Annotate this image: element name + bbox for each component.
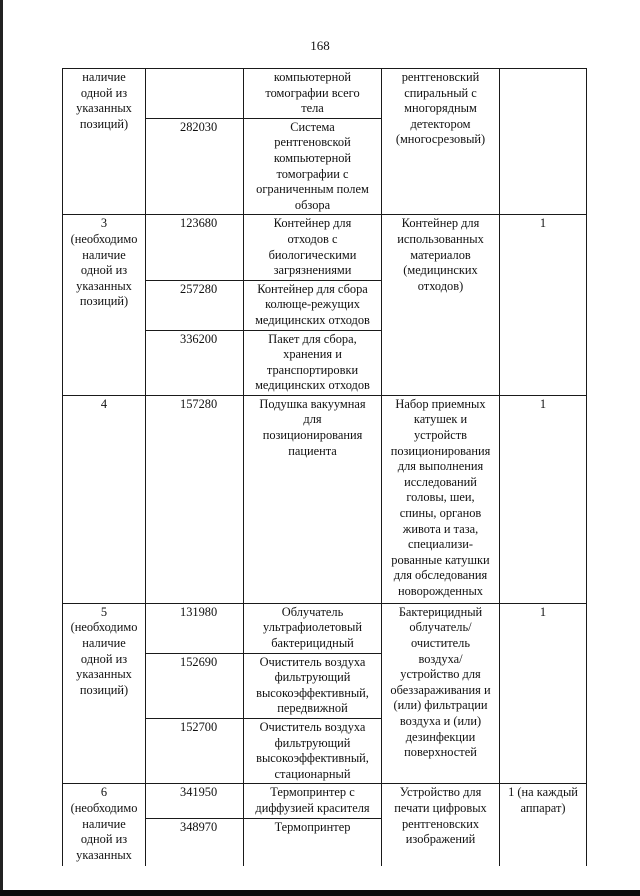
table-row xyxy=(63,215,587,280)
quantity-cell: 1 xyxy=(500,215,587,396)
code-cell: 336200 xyxy=(146,330,244,395)
quantity-cell: 1 xyxy=(500,395,587,603)
position-number-cell: наличие одной из указанных позиций) xyxy=(63,69,146,215)
position-number-cell: 5 (необходимо наличие одной из указанных позиций) xyxy=(63,603,146,784)
item-name-cell: Очиститель воздуха фильтрующий высокоэффективный, передвижной xyxy=(244,653,382,718)
quantity-cell xyxy=(500,69,587,215)
item-name-cell: Облучатель ультрафиолетовый бактерицидный xyxy=(244,603,382,653)
item-name-cell: Подушка вакуумная для позиционирования пациента xyxy=(244,395,382,603)
scan-bottom-edge xyxy=(0,890,640,896)
code-cell: 341950 xyxy=(146,784,244,818)
scan-edge xyxy=(0,0,3,896)
table-row xyxy=(63,603,587,653)
code-cell xyxy=(146,69,244,119)
equipment-description-cell: Устройство для печати цифровых рентгеновских изображений xyxy=(382,784,500,866)
equipment-table xyxy=(62,68,587,866)
position-number-cell: 4 xyxy=(63,395,146,603)
item-name-cell: Термопринтер с диффузией красителя xyxy=(244,784,382,818)
item-name-cell: компьютерной томографии всего тела xyxy=(244,69,382,119)
code-cell: 152690 xyxy=(146,653,244,718)
page-number: 168 xyxy=(310,38,330,53)
equipment-description-cell: рентгеновский спиральный с многорядным детектором (многосрезовый) xyxy=(382,69,500,215)
position-number-cell: 6 (необходимо наличие одной из указанных xyxy=(63,784,146,866)
item-name-cell: Термопринтер xyxy=(244,818,382,866)
item-name-cell: Контейнер для сбора колюще-режущих медицинских отходов xyxy=(244,280,382,330)
equipment-description-cell: Контейнер для использованных материалов (медицинских отходов) xyxy=(382,215,500,396)
table-row xyxy=(63,395,587,603)
quantity-cell: 1 (на каждый аппарат) xyxy=(500,784,587,866)
item-name-cell: Система рентгеновской компьютерной томографии с ограниченным полем обзора xyxy=(244,118,382,215)
item-name-cell: Контейнер для отходов с биологическими загрязнениями xyxy=(244,215,382,280)
equipment-description-cell: Бактерицидный облучатель/ очиститель воздуха/ устройство для обеззараживания и (или) фильтрации воздуха и (или) дезинфекции поверхностей xyxy=(382,603,500,784)
position-number-cell: 3 (необходимо наличие одной из указанных позиций) xyxy=(63,215,146,396)
table-row xyxy=(63,69,587,119)
item-name-cell: Очиститель воздуха фильтрующий высокоэффективный, стационарный xyxy=(244,719,382,784)
equipment-description-cell: Набор приемных катушек и устройств позиционирования для выполнения исследований головы, шеи, спины, органов живота и таза, специализи- рованные катушки для обследования новорожденных xyxy=(382,395,500,603)
code-cell: 257280 xyxy=(146,280,244,330)
code-cell: 157280 xyxy=(146,395,244,603)
code-cell: 152700 xyxy=(146,719,244,784)
code-cell: 282030 xyxy=(146,118,244,215)
code-cell: 131980 xyxy=(146,603,244,653)
quantity-cell: 1 xyxy=(500,603,587,784)
table-row xyxy=(63,784,587,818)
code-cell: 348970 xyxy=(146,818,244,866)
code-cell: 123680 xyxy=(146,215,244,280)
item-name-cell: Пакет для сбора, хранения и транспортировки медицинских отходов xyxy=(244,330,382,395)
